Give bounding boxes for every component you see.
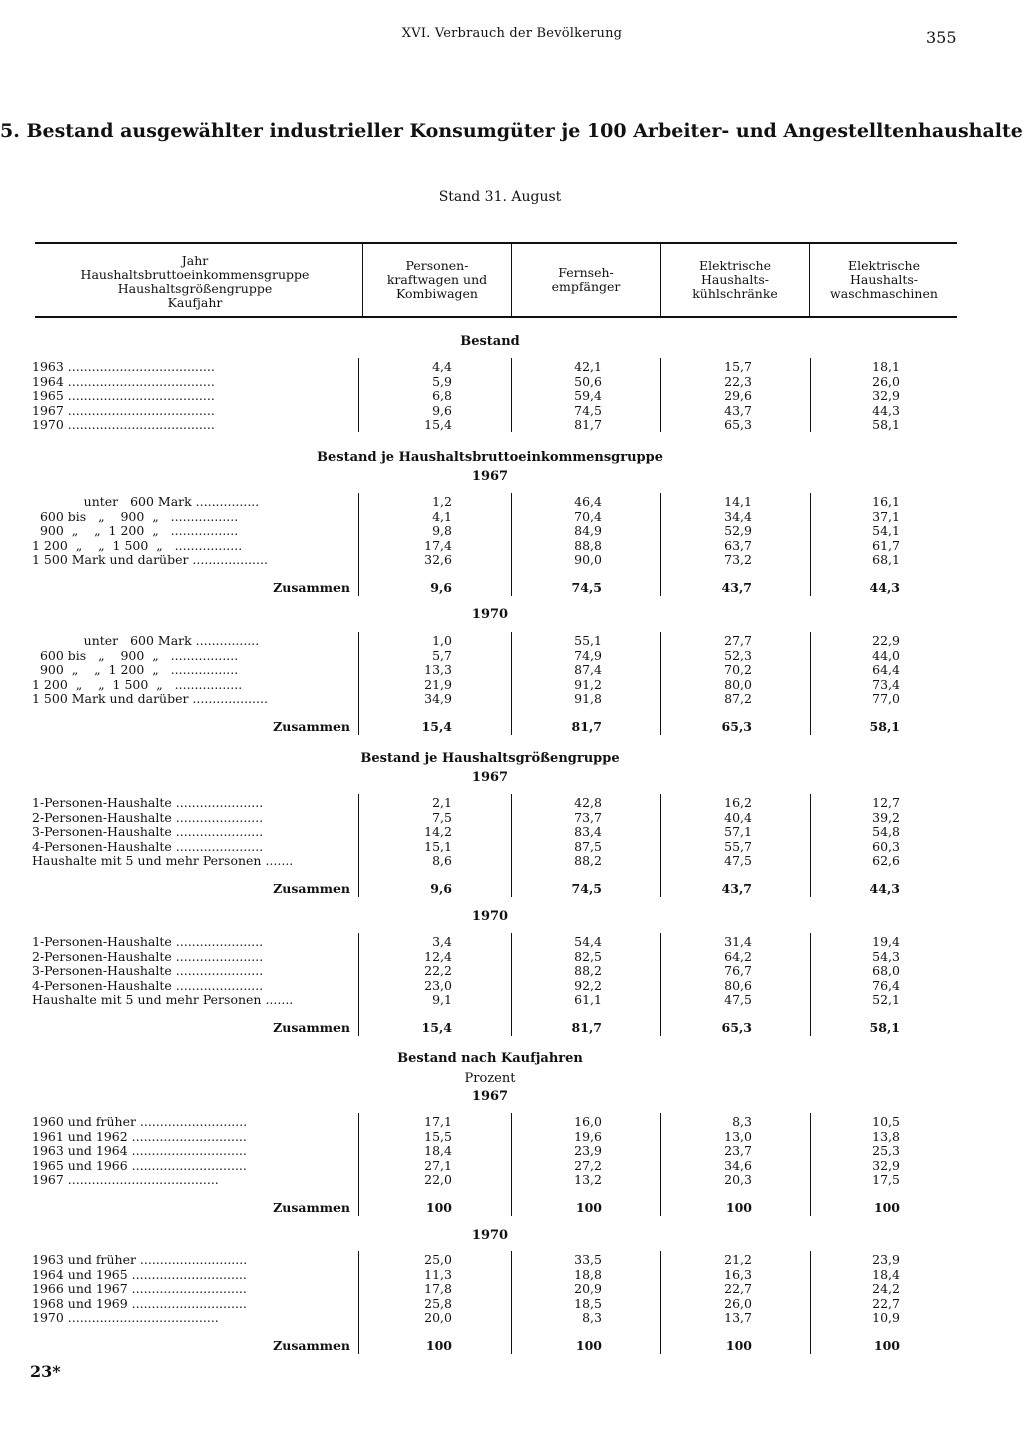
- cell-value: 24,2: [872, 1281, 900, 1296]
- row-label: 1968 und 1969 .............................: [32, 1295, 247, 1311]
- header-line: Elektrische: [848, 258, 920, 273]
- cell-value: 21,2: [724, 1252, 752, 1267]
- cell-value: 26,0: [724, 1295, 752, 1311]
- cell-value: 8,3: [732, 1114, 752, 1129]
- total-value: 100: [575, 1199, 602, 1215]
- row-label: 4-Personen-Haushalte ......................: [32, 838, 264, 854]
- cell-value: 80,6: [724, 977, 752, 993]
- row-label: 1966 und 1967 .............................: [32, 1281, 247, 1296]
- year-1967: 1967: [471, 469, 509, 484]
- cell-value: 55,7: [724, 838, 752, 854]
- cell-value: 43,7: [724, 402, 752, 418]
- row-label: 1-Personen-Haushalte ......................: [32, 934, 264, 949]
- cell-value: 17,1: [424, 1114, 452, 1129]
- header-line: empfänger: [551, 279, 621, 294]
- header-stub-line: Haushaltsgrößengruppe: [117, 281, 273, 296]
- total-value: 100: [725, 1199, 752, 1215]
- cell-value: 54,4: [574, 934, 602, 949]
- cell-value: 1,2: [432, 494, 452, 509]
- cell-value: 31,4: [724, 934, 752, 949]
- cell-value: 13,3: [424, 662, 452, 677]
- cell-value: 87,5: [574, 838, 602, 854]
- cell-value: 22,7: [724, 1281, 752, 1296]
- page-number: 355: [926, 28, 957, 47]
- header-bottom-rule: [35, 316, 957, 318]
- total-value: 44,3: [869, 880, 900, 896]
- total-value: 74,5: [571, 579, 602, 595]
- column-separator: [358, 358, 359, 432]
- cell-value: 55,1: [574, 633, 602, 648]
- cell-value: 42,1: [574, 359, 602, 374]
- cell-value: 23,9: [574, 1143, 602, 1158]
- cell-value: 23,7: [724, 1143, 752, 1158]
- year-1970: 1970: [471, 607, 509, 622]
- row-label: Haushalte mit 5 und mehr Personen .......: [32, 992, 294, 1007]
- cell-value: 14,1: [724, 494, 752, 509]
- column-separator: [358, 632, 359, 735]
- column-separator: [660, 632, 661, 735]
- total-value: 81,7: [571, 718, 602, 734]
- cell-value: 90,0: [574, 552, 602, 567]
- cell-value: 21,9: [424, 676, 452, 692]
- cell-value: 20,3: [724, 1172, 752, 1187]
- cell-value: 12,7: [872, 795, 900, 810]
- header-separator: [511, 244, 512, 316]
- cell-value: 16,1: [872, 494, 900, 509]
- row-label: 1965 .....................................: [32, 388, 215, 403]
- row-label: 1970 ......................................: [32, 1310, 219, 1325]
- column-separator: [810, 794, 811, 897]
- cell-value: 76,7: [724, 963, 752, 978]
- cell-value: 22,3: [724, 373, 752, 389]
- cell-value: 9,1: [432, 992, 452, 1007]
- column-separator: [660, 493, 661, 596]
- section-groesse: Bestand je Haushaltsgrößengruppe: [360, 751, 620, 766]
- header-line: Haushalts-: [850, 272, 918, 287]
- column-separator: [358, 1113, 359, 1216]
- cell-value: 27,1: [424, 1157, 452, 1173]
- row-label: Haushalte mit 5 und mehr Personen .......: [32, 853, 294, 868]
- cell-value: 12,4: [424, 948, 452, 964]
- cell-value: 58,1: [872, 417, 900, 432]
- row-label: unter 600 Mark ................: [32, 494, 260, 509]
- cell-value: 52,9: [724, 523, 752, 538]
- column-separator: [511, 933, 512, 1036]
- cell-value: 91,8: [574, 691, 602, 706]
- cell-value: 73,4: [872, 676, 900, 692]
- cell-value: 74,9: [574, 647, 602, 663]
- cell-value: 88,8: [574, 537, 602, 553]
- header-line: Kombiwagen: [396, 286, 478, 301]
- row-label: 3-Personen-Haushalte ......................: [32, 824, 264, 839]
- cell-value: 17,5: [872, 1172, 900, 1187]
- total-value: 44,3: [869, 579, 900, 595]
- cell-value: 73,7: [574, 809, 602, 825]
- header-separator: [362, 244, 363, 316]
- cell-value: 6,8: [432, 388, 452, 403]
- cell-value: 3,4: [432, 934, 452, 949]
- row-label: 1 200 „ „ 1 500 „ .................: [32, 537, 243, 553]
- cell-value: 46,4: [574, 494, 602, 509]
- cell-value: 8,3: [582, 1310, 602, 1325]
- column-separator: [511, 1251, 512, 1354]
- cell-value: 34,6: [724, 1157, 752, 1173]
- cell-value: 87,2: [724, 691, 752, 706]
- column-separator: [660, 1113, 661, 1216]
- cell-value: 61,7: [872, 537, 900, 553]
- cell-value: 13,0: [724, 1128, 752, 1144]
- cell-value: 25,3: [872, 1143, 900, 1158]
- cell-value: 15,1: [424, 838, 452, 854]
- row-label: 1964 und 1965 .............................: [32, 1266, 247, 1282]
- header-col-tv: [513, 266, 659, 294]
- total-value: 9,6: [430, 880, 452, 896]
- cell-value: 20,9: [574, 1281, 602, 1296]
- status-date: Stand 31. August: [438, 189, 562, 205]
- row-label: 2-Personen-Haushalte ......................: [32, 809, 264, 825]
- cell-value: 1,0: [432, 633, 452, 648]
- cell-value: 18,4: [424, 1143, 452, 1158]
- column-separator: [660, 1251, 661, 1354]
- row-label: 1963 .....................................: [32, 359, 215, 374]
- cell-value: 52,1: [872, 992, 900, 1007]
- cell-value: 64,2: [724, 948, 752, 964]
- section-einkommen: Bestand je Haushaltsbruttoeinkommensgruppe: [317, 450, 663, 465]
- cell-value: 10,5: [872, 1114, 900, 1129]
- header-line: Elektrische: [699, 258, 771, 273]
- column-separator: [810, 933, 811, 1036]
- year-1970: 1970: [471, 1228, 509, 1243]
- total-label: Zusammen: [273, 579, 350, 595]
- running-head: XVI. Verbrauch der Bevölkerung: [401, 26, 623, 41]
- cell-value: 27,2: [574, 1157, 602, 1173]
- row-label: 600 bis „ 900 „ .................: [32, 647, 239, 663]
- cell-value: 44,3: [872, 402, 900, 418]
- cell-value: 15,4: [424, 417, 452, 432]
- cell-value: 18,4: [872, 1266, 900, 1282]
- column-separator: [810, 632, 811, 735]
- cell-value: 37,1: [872, 508, 900, 524]
- cell-value: 13,7: [724, 1310, 752, 1325]
- cell-value: 8,6: [432, 853, 452, 868]
- row-label: 3-Personen-Haushalte ......................: [32, 963, 264, 978]
- column-separator: [358, 933, 359, 1036]
- total-label: Zusammen: [273, 1199, 350, 1215]
- total-label: Zusammen: [273, 1019, 350, 1035]
- total-value: 100: [575, 1337, 602, 1353]
- cell-value: 88,2: [574, 963, 602, 978]
- cell-value: 5,9: [432, 373, 452, 389]
- cell-value: 68,1: [872, 552, 900, 567]
- section-bestand: Bestand: [460, 334, 520, 349]
- row-label: 1961 und 1962 .............................: [32, 1128, 247, 1144]
- cell-value: 59,4: [574, 388, 602, 403]
- total-label: Zusammen: [273, 880, 350, 896]
- cell-value: 47,5: [724, 992, 752, 1007]
- cell-value: 83,4: [574, 824, 602, 839]
- cell-value: 91,2: [574, 676, 602, 692]
- cell-value: 13,8: [872, 1128, 900, 1144]
- cell-value: 9,6: [432, 402, 452, 418]
- cell-value: 42,8: [574, 795, 602, 810]
- cell-value: 20,0: [424, 1310, 452, 1325]
- row-label: 1965 und 1966 .............................: [32, 1157, 247, 1173]
- cell-value: 70,2: [724, 662, 752, 677]
- header-col-washer: [811, 259, 957, 301]
- row-label: 1964 .....................................: [32, 373, 215, 389]
- cell-value: 54,3: [872, 948, 900, 964]
- cell-value: 16,0: [574, 1114, 602, 1129]
- total-value: 43,7: [721, 880, 752, 896]
- cell-value: 17,8: [424, 1281, 452, 1296]
- cell-value: 18,1: [872, 359, 900, 374]
- cell-value: 14,2: [424, 824, 452, 839]
- cell-value: 73,2: [724, 552, 752, 567]
- header-line: Fernseh-: [558, 265, 614, 280]
- cell-value: 18,5: [574, 1295, 602, 1311]
- total-value: 100: [873, 1337, 900, 1353]
- row-label: 1963 und früher ...........................: [32, 1252, 248, 1267]
- column-separator: [358, 794, 359, 897]
- total-value: 100: [425, 1337, 452, 1353]
- column-separator: [810, 493, 811, 596]
- cell-value: 15,5: [424, 1128, 452, 1144]
- header-stub-line: Jahr: [181, 253, 209, 268]
- row-label: 1 500 Mark und darüber ...................: [32, 691, 268, 706]
- row-label: 1967 .....................................: [32, 402, 215, 418]
- row-label: 1970 .....................................: [32, 417, 215, 432]
- cell-value: 47,5: [724, 853, 752, 868]
- total-value: 58,1: [869, 1019, 900, 1035]
- cell-value: 33,5: [574, 1252, 602, 1267]
- cell-value: 57,1: [724, 824, 752, 839]
- cell-value: 23,0: [424, 977, 452, 993]
- row-label: 600 bis „ 900 „ .................: [32, 508, 239, 524]
- cell-value: 34,9: [424, 691, 452, 706]
- total-value: 43,7: [721, 579, 752, 595]
- cell-value: 54,1: [872, 523, 900, 538]
- total-value: 58,1: [869, 718, 900, 734]
- column-separator: [511, 493, 512, 596]
- total-value: 65,3: [721, 718, 752, 734]
- cell-value: 61,1: [574, 992, 602, 1007]
- cell-value: 64,4: [872, 662, 900, 677]
- cell-value: 25,8: [424, 1295, 452, 1311]
- row-label: 1 500 Mark und darüber ...................: [32, 552, 268, 567]
- column-separator: [511, 632, 512, 735]
- total-label: Zusammen: [273, 1337, 350, 1353]
- cell-value: 44,0: [872, 647, 900, 663]
- row-label: 1 200 „ „ 1 500 „ .................: [32, 676, 243, 692]
- cell-value: 32,6: [424, 552, 452, 567]
- cell-value: 54,8: [872, 824, 900, 839]
- cell-value: 87,4: [574, 662, 602, 677]
- cell-value: 22,7: [872, 1295, 900, 1311]
- row-label: 1963 und 1964 .............................: [32, 1143, 247, 1158]
- column-separator: [660, 933, 661, 1036]
- cell-value: 16,3: [724, 1266, 752, 1282]
- header-col-fridge: [662, 259, 808, 301]
- header-col-cars: [364, 259, 510, 301]
- total-value: 100: [725, 1337, 752, 1353]
- header-line: kühlschränke: [692, 286, 778, 301]
- cell-value: 15,7: [724, 359, 752, 374]
- year-1970: 1970: [471, 909, 509, 924]
- cell-value: 18,8: [574, 1266, 602, 1282]
- header-stub-line: Haushaltsbruttoeinkommensgruppe: [80, 267, 310, 282]
- header-separator: [660, 244, 661, 316]
- column-separator: [660, 794, 661, 897]
- row-label: 4-Personen-Haushalte ......................: [32, 977, 264, 993]
- cell-value: 22,0: [424, 1172, 452, 1187]
- column-separator: [810, 358, 811, 432]
- cell-value: 4,1: [432, 508, 452, 524]
- cell-value: 80,0: [724, 676, 752, 692]
- cell-value: 27,7: [724, 633, 752, 648]
- table-title: 5. Bestand ausgewählter industrieller Konsumgüter je 100 Arbeiter- und Angestelltenhaushalte: [0, 120, 1023, 142]
- total-value: 100: [873, 1199, 900, 1215]
- column-separator: [810, 1251, 811, 1354]
- cell-value: 4,4: [432, 359, 452, 374]
- cell-value: 50,6: [574, 373, 602, 389]
- cell-value: 2,1: [432, 795, 452, 810]
- cell-value: 65,3: [724, 417, 752, 432]
- cell-value: 19,4: [872, 934, 900, 949]
- cell-value: 32,9: [872, 1157, 900, 1173]
- total-value: 9,6: [430, 579, 452, 595]
- section-kaufjahre: Bestand nach Kaufjahren: [397, 1051, 583, 1066]
- cell-value: 29,6: [724, 388, 752, 403]
- total-value: 15,4: [421, 718, 452, 734]
- row-label: 2-Personen-Haushalte ......................: [32, 948, 264, 964]
- cell-value: 60,3: [872, 838, 900, 854]
- column-separator: [511, 794, 512, 897]
- cell-value: 84,9: [574, 523, 602, 538]
- header-stub: [40, 254, 350, 310]
- total-value: 65,3: [721, 1019, 752, 1035]
- column-separator: [660, 358, 661, 432]
- header-line: Personen-: [405, 258, 469, 273]
- cell-value: 81,7: [574, 417, 602, 432]
- cell-value: 70,4: [574, 508, 602, 524]
- column-separator: [511, 358, 512, 432]
- cell-value: 52,3: [724, 647, 752, 663]
- cell-value: 19,6: [574, 1128, 602, 1144]
- cell-value: 63,7: [724, 537, 752, 553]
- unit-prozent: Prozent: [464, 1071, 516, 1086]
- cell-value: 32,9: [872, 388, 900, 403]
- cell-value: 77,0: [872, 691, 900, 706]
- header-separator: [809, 244, 810, 316]
- page-signature: 23*: [30, 1362, 61, 1381]
- header-line: waschmaschinen: [830, 286, 938, 301]
- cell-value: 11,3: [424, 1266, 452, 1282]
- year-1967: 1967: [471, 770, 509, 785]
- row-label: 900 „ „ 1 200 „ .................: [32, 662, 239, 677]
- cell-value: 39,2: [872, 809, 900, 825]
- cell-value: 40,4: [724, 809, 752, 825]
- table-top-rule: [35, 242, 957, 244]
- cell-value: 62,6: [872, 853, 900, 868]
- cell-value: 22,2: [424, 963, 452, 978]
- total-label: Zusammen: [273, 718, 350, 734]
- total-value: 74,5: [571, 880, 602, 896]
- column-separator: [511, 1113, 512, 1216]
- cell-value: 23,9: [872, 1252, 900, 1267]
- year-1967: 1967: [471, 1089, 509, 1104]
- header-line: kraftwagen und: [386, 272, 488, 287]
- total-value: 81,7: [571, 1019, 602, 1035]
- row-label: 1960 und früher ...........................: [32, 1114, 248, 1129]
- row-label: 1-Personen-Haushalte ......................: [32, 795, 264, 810]
- cell-value: 22,9: [872, 633, 900, 648]
- row-label: 900 „ „ 1 200 „ .................: [32, 523, 239, 538]
- header-stub-line: Kaufjahr: [167, 295, 223, 310]
- cell-value: 16,2: [724, 795, 752, 810]
- total-value: 100: [425, 1199, 452, 1215]
- header-line: Haushalts-: [701, 272, 769, 287]
- cell-value: 5,7: [432, 647, 452, 663]
- cell-value: 7,5: [432, 809, 452, 825]
- column-separator: [810, 1113, 811, 1216]
- row-label: unter 600 Mark ................: [32, 633, 260, 648]
- row-label: 1967 ......................................: [32, 1172, 219, 1187]
- column-separator: [358, 1251, 359, 1354]
- cell-value: 92,2: [574, 977, 602, 993]
- cell-value: 82,5: [574, 948, 602, 964]
- cell-value: 10,9: [872, 1310, 900, 1325]
- cell-value: 74,5: [574, 402, 602, 418]
- cell-value: 17,4: [424, 537, 452, 553]
- cell-value: 88,2: [574, 853, 602, 868]
- cell-value: 26,0: [872, 373, 900, 389]
- cell-value: 9,8: [432, 523, 452, 538]
- column-separator: [358, 493, 359, 596]
- cell-value: 68,0: [872, 963, 900, 978]
- cell-value: 34,4: [724, 508, 752, 524]
- total-value: 15,4: [421, 1019, 452, 1035]
- cell-value: 76,4: [872, 977, 900, 993]
- cell-value: 25,0: [424, 1252, 452, 1267]
- cell-value: 13,2: [574, 1172, 602, 1187]
